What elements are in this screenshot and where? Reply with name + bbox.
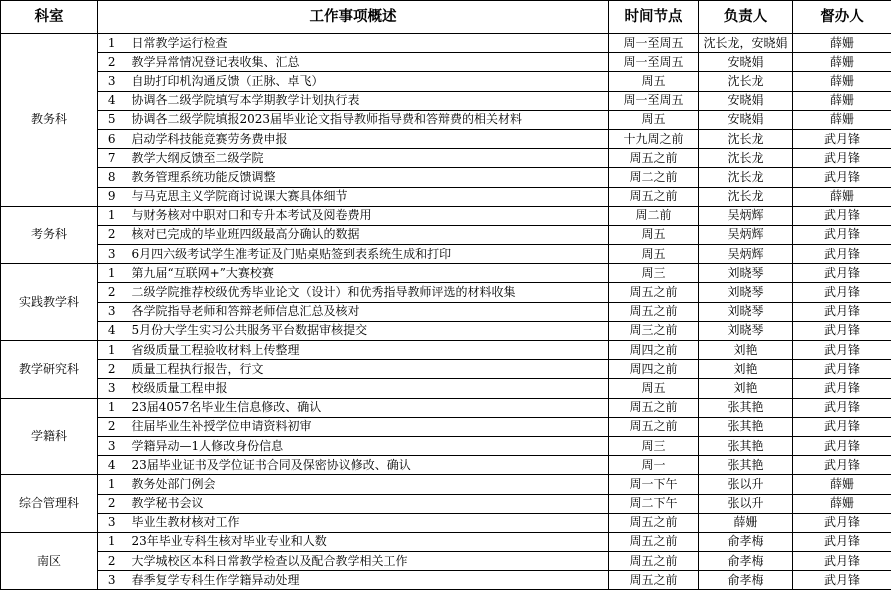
supervisor-name: 武月锋: [793, 341, 891, 360]
time-node: 周五: [609, 379, 699, 398]
time-node: 周五之前: [609, 513, 699, 532]
supervisor-name: 薛姗: [793, 110, 891, 129]
task-description: 5月份大学生实习公共服务平台数据审核提交: [126, 321, 609, 340]
header-dept: 科室: [1, 1, 98, 34]
table-row: [1, 187, 891, 206]
table-row: [1, 341, 891, 360]
supervisor-name: 武月锋: [793, 571, 891, 590]
owner-name: 安晓娟: [699, 110, 793, 129]
owner-name: 刘艳: [699, 341, 793, 360]
time-node: 周五: [609, 245, 699, 264]
task-description: 教学大纲反馈至二级学院: [126, 149, 609, 168]
supervisor-name: 武月锋: [793, 321, 891, 340]
supervisor-name: 武月锋: [793, 513, 891, 532]
supervisor-name: 薛姗: [793, 475, 891, 494]
time-node: 周五之前: [609, 417, 699, 436]
owner-name: 张其艳: [699, 456, 793, 475]
time-node: 周三: [609, 264, 699, 283]
time-node: 周二下午: [609, 494, 699, 513]
row-number: 2: [98, 360, 126, 379]
task-description: 春季复学专科生作学籍异动处理: [126, 571, 609, 590]
row-number: 1: [98, 206, 126, 225]
task-description: 23届毕业证书及学位证书合同及保密协议修改、确认: [126, 456, 609, 475]
owner-name: 张以升: [699, 475, 793, 494]
time-node: 周五之前: [609, 398, 699, 417]
supervisor-name: 武月锋: [793, 436, 891, 455]
supervisor-name: 武月锋: [793, 206, 891, 225]
time-node: 周五: [609, 110, 699, 129]
table-row: [1, 302, 891, 321]
owner-name: 薛姗: [699, 513, 793, 532]
table-row: [1, 34, 891, 53]
supervisor-name: 武月锋: [793, 532, 891, 551]
row-number: 7: [98, 149, 126, 168]
supervisor-name: 薛姗: [793, 494, 891, 513]
supervisor-name: 武月锋: [793, 398, 891, 417]
task-description: 日常教学运行检查: [126, 34, 609, 53]
table-row: [1, 53, 891, 72]
time-node: 周二前: [609, 206, 699, 225]
supervisor-name: 薛姗: [793, 72, 891, 91]
row-number: 1: [98, 475, 126, 494]
task-description: 协调各二级学院填写本学期教学计划执行表: [126, 91, 609, 110]
supervisor-name: 武月锋: [793, 302, 891, 321]
time-node: 周四之前: [609, 341, 699, 360]
task-description: 自助打印机沟通反馈（正脉、卓飞）: [126, 72, 609, 91]
row-number: 2: [98, 283, 126, 302]
table-row: [1, 398, 891, 417]
supervisor-name: 武月锋: [793, 168, 891, 187]
row-number: 6: [98, 129, 126, 148]
time-node: 周一至周五: [609, 53, 699, 72]
task-description: 与财务核对中职对口和专升本考试及阅卷费用: [126, 206, 609, 225]
row-number: 3: [98, 72, 126, 91]
task-description: 第九届“互联网+”大赛校赛: [126, 264, 609, 283]
owner-name: 俞孝梅: [699, 571, 793, 590]
supervisor-name: 武月锋: [793, 225, 891, 244]
dept-cell: 学籍科: [1, 398, 98, 475]
row-number: 1: [98, 264, 126, 283]
table-row: [1, 379, 891, 398]
row-number: 1: [98, 532, 126, 551]
table-row: [1, 225, 891, 244]
row-number: 8: [98, 168, 126, 187]
table-row: [1, 456, 891, 475]
owner-name: 安晓娟: [699, 53, 793, 72]
owner-name: 安晓娟: [699, 91, 793, 110]
owner-name: 刘晓琴: [699, 283, 793, 302]
supervisor-name: 武月锋: [793, 456, 891, 475]
supervisor-name: 武月锋: [793, 417, 891, 436]
row-number: 3: [98, 245, 126, 264]
table-row: [1, 72, 891, 91]
row-number: 5: [98, 110, 126, 129]
row-number: 3: [98, 302, 126, 321]
time-node: 周五之前: [609, 532, 699, 551]
supervisor-name: 武月锋: [793, 283, 891, 302]
time-node: 周五: [609, 225, 699, 244]
task-description: 23届4057名毕业生信息修改、确认: [126, 398, 609, 417]
supervisor-name: 武月锋: [793, 552, 891, 571]
time-node: 周一至周五: [609, 91, 699, 110]
time-node: 周五之前: [609, 571, 699, 590]
table-row: [1, 264, 891, 283]
task-description: 协调各二级学院填报2023届毕业论文指导教师指导费和答辩费的相关材料: [126, 110, 609, 129]
row-number: 2: [98, 53, 126, 72]
table-row: [1, 149, 891, 168]
row-number: 2: [98, 225, 126, 244]
task-description: 核对已完成的毕业班四级最高分确认的数据: [126, 225, 609, 244]
task-description: 各学院指导老师和答辩老师信息汇总及核对: [126, 302, 609, 321]
time-node: 周五: [609, 72, 699, 91]
table-row: [1, 129, 891, 148]
time-node: 周一至周五: [609, 34, 699, 53]
header-row: [1, 1, 891, 34]
table-row: [1, 91, 891, 110]
table-body: [1, 34, 891, 590]
time-node: 周五之前: [609, 187, 699, 206]
owner-name: 俞孝梅: [699, 532, 793, 551]
row-number: 2: [98, 552, 126, 571]
dept-cell: 南区: [1, 532, 98, 590]
header-owner: 负责人: [699, 1, 793, 34]
owner-name: 张其艳: [699, 398, 793, 417]
supervisor-name: 武月锋: [793, 129, 891, 148]
table-row: [1, 475, 891, 494]
dept-cell: 综合管理科: [1, 475, 98, 533]
owner-name: 吴炳辉: [699, 245, 793, 264]
task-description: 质量工程执行报告，行文: [126, 360, 609, 379]
row-number: 1: [98, 34, 126, 53]
row-number: 2: [98, 494, 126, 513]
time-node: 周五之前: [609, 552, 699, 571]
table-row: [1, 571, 891, 590]
owner-name: 刘晓琴: [699, 302, 793, 321]
supervisor-name: 武月锋: [793, 149, 891, 168]
time-node: 周一: [609, 456, 699, 475]
task-description: 二级学院推荐校级优秀毕业论文（设计）和优秀指导教师评选的材料收集: [126, 283, 609, 302]
owner-name: 沈长龙: [699, 149, 793, 168]
owner-name: 沈长龙，安晓娟: [699, 34, 793, 53]
time-node: 周三之前: [609, 321, 699, 340]
supervisor-name: 薛姗: [793, 53, 891, 72]
supervisor-name: 武月锋: [793, 245, 891, 264]
task-description: 省级质量工程验收材料上传整理: [126, 341, 609, 360]
task-description: 教务管理系统功能反馈调整: [126, 168, 609, 187]
owner-name: 刘艳: [699, 360, 793, 379]
table-row: [1, 245, 891, 264]
table-row: [1, 283, 891, 302]
task-description: 学籍异动—1人修改身份信息: [126, 436, 609, 455]
task-description: 校级质量工程申报: [126, 379, 609, 398]
task-description: 毕业生教材核对工作: [126, 513, 609, 532]
owner-name: 俞孝梅: [699, 552, 793, 571]
owner-name: 吴炳辉: [699, 206, 793, 225]
time-node: 周五之前: [609, 149, 699, 168]
supervisor-name: 薛姗: [793, 91, 891, 110]
supervisor-name: 薛姗: [793, 187, 891, 206]
table-row: [1, 168, 891, 187]
task-description: 教学秘书会议: [126, 494, 609, 513]
table-row: [1, 436, 891, 455]
task-description: 6月四六级考试学生准考证及门贴桌贴签到表系统生成和打印: [126, 245, 609, 264]
table-row: [1, 110, 891, 129]
task-description: 启动学科技能竞赛劳务费申报: [126, 129, 609, 148]
row-number: 1: [98, 398, 126, 417]
owner-name: 刘晓琴: [699, 321, 793, 340]
time-node: 十九周之前: [609, 129, 699, 148]
supervisor-name: 武月锋: [793, 379, 891, 398]
row-number: 9: [98, 187, 126, 206]
header-task: 工作事项概述: [98, 1, 609, 34]
task-description: 大学城校区本科日常教学检查以及配合教学相关工作: [126, 552, 609, 571]
task-description: 23年毕业专科生核对毕业专业和人数: [126, 532, 609, 551]
task-description: 往届毕业生补授学位申请资料初审: [126, 417, 609, 436]
row-number: 4: [98, 456, 126, 475]
dept-cell: 考务科: [1, 206, 98, 264]
dept-cell: 实践教学科: [1, 264, 98, 341]
owner-name: 沈长龙: [699, 168, 793, 187]
time-node: 周五之前: [609, 302, 699, 321]
table-row: [1, 360, 891, 379]
owner-name: 张其艳: [699, 417, 793, 436]
row-number: 4: [98, 321, 126, 340]
table-row: [1, 417, 891, 436]
owner-name: 刘艳: [699, 379, 793, 398]
owner-name: 张其艳: [699, 436, 793, 455]
row-number: 1: [98, 341, 126, 360]
owner-name: 沈长龙: [699, 129, 793, 148]
owner-name: 张以升: [699, 494, 793, 513]
header-time: 时间节点: [609, 1, 699, 34]
row-number: 4: [98, 91, 126, 110]
owner-name: 沈长龙: [699, 187, 793, 206]
task-description: 与马克思主义学院商讨说课大赛具体细节: [126, 187, 609, 206]
supervisor-name: 武月锋: [793, 360, 891, 379]
row-number: 3: [98, 436, 126, 455]
row-number: 3: [98, 513, 126, 532]
task-description: 教学异常情况登记表收集、汇总: [126, 53, 609, 72]
table-row: [1, 494, 891, 513]
time-node: 周一下午: [609, 475, 699, 494]
owner-name: 吴炳辉: [699, 225, 793, 244]
time-node: 周五之前: [609, 283, 699, 302]
row-number: 3: [98, 571, 126, 590]
table-row: [1, 532, 891, 551]
table-row: [1, 206, 891, 225]
row-number: 2: [98, 417, 126, 436]
dept-cell: 教务科: [1, 34, 98, 207]
time-node: 周三: [609, 436, 699, 455]
supervisor-name: 武月锋: [793, 264, 891, 283]
dept-cell: 教学研究科: [1, 341, 98, 399]
owner-name: 沈长龙: [699, 72, 793, 91]
time-node: 周四之前: [609, 360, 699, 379]
supervisor-name: 薛姗: [793, 34, 891, 53]
owner-name: 刘晓琴: [699, 264, 793, 283]
time-node: 周二之前: [609, 168, 699, 187]
table-row: [1, 513, 891, 532]
header-supervisor: 督办人: [793, 1, 891, 34]
task-description: 教务处部门例会: [126, 475, 609, 494]
table-row: [1, 321, 891, 340]
table-row: [1, 552, 891, 571]
row-number: 3: [98, 379, 126, 398]
